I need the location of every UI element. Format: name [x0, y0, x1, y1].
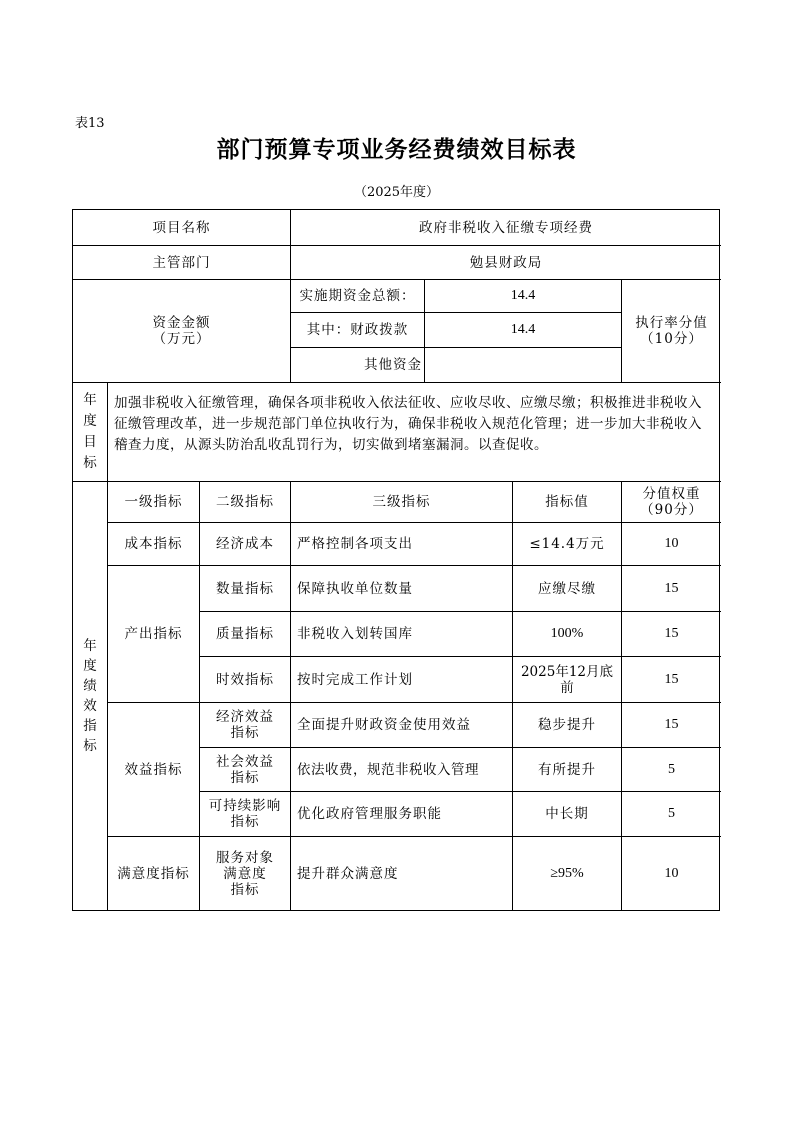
header-value: 指标值	[513, 482, 622, 523]
performance-table	[72, 209, 720, 911]
level2-cell: 社会效益 指标	[200, 748, 291, 792]
header-level2: 二级指标	[200, 482, 291, 523]
funds-fiscal-value: 14.4	[425, 313, 622, 348]
level3-cell: 优化政府管理服务职能	[291, 792, 513, 837]
indicator-score: 10	[664, 865, 679, 881]
table-number: 表13	[75, 116, 105, 131]
indicator-value: 应缴尽缴	[513, 566, 622, 612]
indicator-value: 2025年12月底 前	[513, 657, 622, 703]
funds-total-value: 14.4	[425, 280, 622, 313]
level2-cell: 时效指标	[200, 657, 291, 703]
level1-benefit: 效益指标	[108, 703, 200, 837]
execution-rate-score: （10分）	[640, 331, 703, 347]
header-level1: 一级指标	[108, 482, 200, 523]
indicator-score: 15	[622, 612, 721, 657]
department-value: 勉县财政局	[291, 246, 721, 280]
level3-cell: 保障执收单位数量	[291, 566, 513, 612]
funds-other-label: 其他资金	[291, 348, 425, 383]
level1-satisfaction: 满意度指标	[108, 837, 200, 910]
indicator-score: 15	[622, 703, 721, 748]
indicator-value: ≤14.4万元	[513, 523, 622, 566]
indicator-value: 有所提升	[513, 748, 622, 792]
funds-label-cell	[73, 280, 291, 383]
level2-cell: 可持续影响 指标	[200, 792, 291, 837]
project-name-value: 政府非税收入征缴专项经费	[291, 210, 721, 246]
department-label: 主管部门	[73, 246, 291, 280]
header-level3: 三级指标	[291, 482, 513, 523]
level1-output: 产出指标	[108, 566, 200, 703]
indicators-section-label: 年 度 绩 效 指 标	[73, 482, 108, 910]
indicator-score: 15	[622, 657, 721, 703]
annual-goal-label: 年 度 目 标	[73, 383, 108, 482]
page-title: 部门预算专项业务经费绩效目标表	[216, 136, 577, 163]
funds-other-value	[425, 348, 622, 383]
indicator-score: 10	[622, 523, 721, 566]
execution-rate-label: 执行率分值	[635, 315, 708, 331]
indicator-score: 15	[622, 566, 721, 612]
level3-cell: 非税收入划转国库	[291, 612, 513, 657]
level1-cost: 成本指标	[108, 523, 200, 566]
level3-cell: 提升群众满意度	[291, 837, 513, 910]
header-weight: 分值权重 （90分）	[622, 482, 721, 523]
level2-cell: 数量指标	[200, 566, 291, 612]
indicator-score: 5	[622, 792, 721, 837]
funds-total-label: 实施期资金总额：	[291, 280, 425, 313]
level3-cell: 严格控制各项支出	[291, 523, 513, 566]
annual-goal-text: 加强非税收入征缴管理，确保各项非税收入依法征收、应收尽收、应缴尽缴；积极推进非税收入征缴管理改革，进一步规范部门单位执收行为，确保非税收入规范化管理；进一步加大非税收入稽查力度，从源头防治乱收乱罚行为，切实做到堵塞漏洞。以查促收。	[108, 383, 721, 482]
funds-unit: （万元）	[152, 331, 211, 347]
level2-cell: 经济效益 指标	[200, 703, 291, 748]
level3-cell: 全面提升财政资金使用效益	[291, 703, 513, 748]
level2-cell: 质量指标	[200, 612, 291, 657]
level3-cell: 依法收费，规范非税收入管理	[291, 748, 513, 792]
funds-label: 资金金额	[152, 315, 211, 331]
indicator-value: 中长期	[513, 792, 622, 837]
level2-cell: 经济成本	[200, 523, 291, 566]
execution-rate-cell	[622, 280, 721, 383]
level2-cell: 服务对象 满意度 指标	[200, 837, 291, 910]
indicator-value: 100%	[513, 612, 622, 657]
fiscal-year: （2025年度）	[353, 185, 440, 200]
level3-cell: 按时完成工作计划	[291, 657, 513, 703]
indicator-score: 5	[622, 748, 721, 792]
indicator-value: ≥95%	[513, 837, 622, 910]
indicator-value: 稳步提升	[513, 703, 622, 748]
funds-fiscal-label: 其中：财政拨款	[291, 313, 425, 348]
project-name-label: 项目名称	[73, 210, 291, 246]
